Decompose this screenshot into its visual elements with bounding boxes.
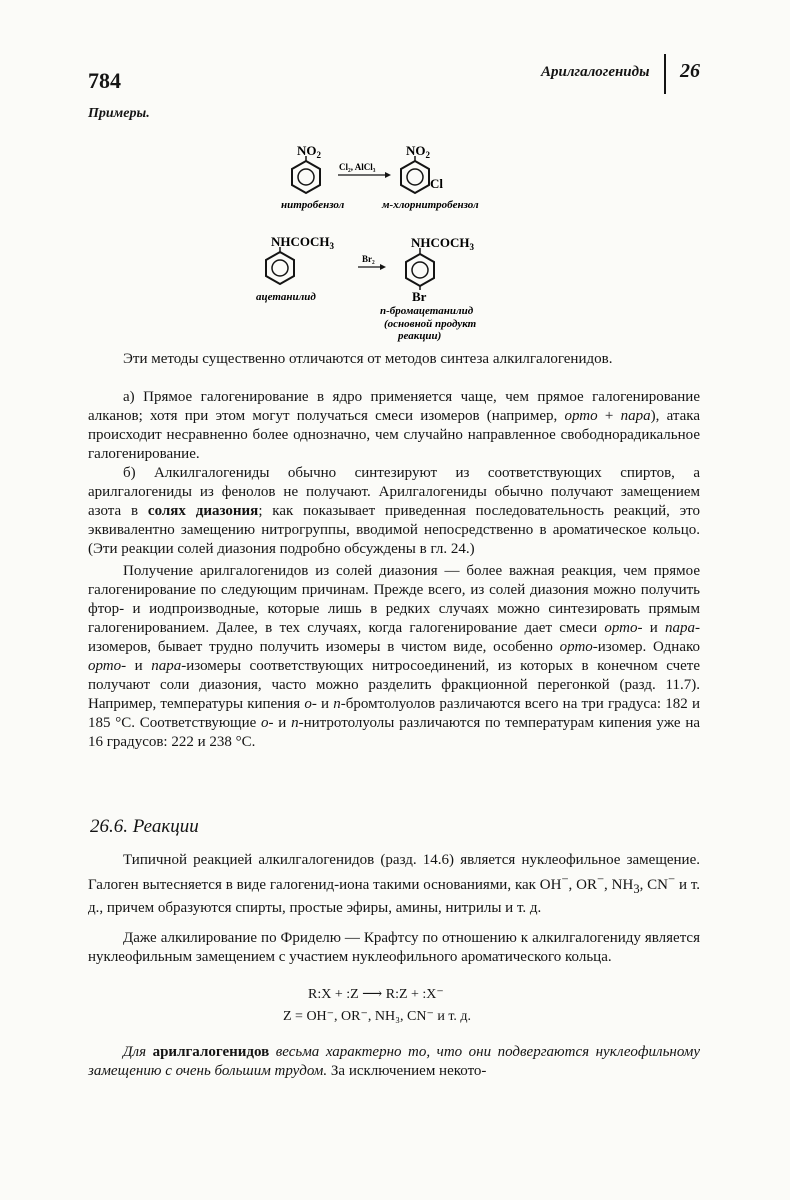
bromoacetanilide-structure bbox=[406, 248, 434, 290]
chapter-number: 26 bbox=[680, 60, 700, 82]
reaction1-reagents: Cl₂, AlCl₃ bbox=[339, 162, 376, 172]
paragraph-intro: Эти методы существенно отличаются от методов синтеза алкилгалогенидов. bbox=[123, 351, 613, 367]
equation-substitution: R:X + :Z ⟶ R:Z + :X⁻ bbox=[308, 987, 444, 1002]
equation-nucleophiles: Z = OH⁻, OR⁻, NH₃, CN⁻ и т. д. bbox=[283, 1009, 472, 1024]
paragraph-b: б) Алкилгалогениды обычно синтезируют из соответствующих спиртов, а арилгалогениды из фенолов не получают. Арилгалогениды обычно получают замещением азота в солях диазония; как показывает приведенная последовательность реакций, это эквивалентно замещению нитрогруппы, вводимой непосредственно в ароматическое кольцо. (Эти реакции солей диазония подробно обсуждены в гл. 24.) bbox=[88, 465, 701, 557]
reaction2-arrowhead bbox=[380, 264, 386, 270]
reaction1-arrowhead bbox=[385, 172, 391, 178]
page-number: 784 bbox=[88, 68, 121, 93]
product2-halogen: Br bbox=[412, 289, 427, 304]
paragraph-nucleophilic: Типичной реакцией алкилгалогенидов (разд. 14.6) является нуклеофильное замещение. Галоген вытесняется в виде галогенид-иона такими основаниями, как OH−, OR−, $NH_3$, CN− и т. д., причем образуются спирты, простые эфиры, амины, нитрилы и т. д. bbox=[88, 852, 701, 916]
reactant1-substituent: $NO_2$ bbox=[297, 143, 321, 160]
reactant2-substituent: $NHCOCH_3$ bbox=[271, 234, 334, 251]
product2-note-line2: реакции) bbox=[398, 330, 442, 342]
product1-substituent: $NO_2$ bbox=[406, 143, 430, 160]
reactant1-name: нитробензол bbox=[281, 199, 345, 211]
product2-name: п-бромацетанилид bbox=[380, 305, 474, 317]
reaction-diagram bbox=[240, 140, 540, 360]
header-divider bbox=[664, 54, 666, 94]
acetanilide-structure bbox=[266, 247, 294, 284]
paragraph-aryl-halides: Для арилгалогенидов весьма характерно то, что они подвергаются нуклеофильному замещению с очень большим трудом. За исключением некото- bbox=[88, 1044, 701, 1079]
reaction-schemes bbox=[240, 140, 540, 360]
product2-substituent: $NHCOCH_3$ bbox=[411, 235, 474, 252]
examples-label: Примеры. bbox=[88, 106, 150, 121]
paragraph-diazonium: Получение арилгалогенидов из солей диазония — более важная реакция, чем прямое галогенирование по следующим причинам. Прежде всего, из солей диазония можно получить фтор- и иодпроизводные, которые лишь в редких случаях можно синтезировать прямым галогенированием. Далее, в тех случаях, когда галогенирование дает смеси орто- и пара-изомеров, бывает трудно получить изомеры в чистом виде, особенно орто-изомер. Однако орто- и пара-изомеры соответствующих нитросоединений, из которых в конечном счете получают соли диазония, часто можно разделить фракционной перегонкой (разд. 11.7). Например, температуры кипения о- и п-бромтолуолов различаются всего на три градуса: 182 и 185 °С. Соответствующие о- и п-нитротолуолы различаются по температурам кипения уже на 16 градусов: 222 и 238 °С. bbox=[88, 563, 701, 750]
nitrobenzene-structure bbox=[292, 156, 320, 193]
section-title: 26.6. Реакции bbox=[90, 816, 199, 837]
reactant2-name: ацетанилид bbox=[256, 291, 316, 303]
product2-note-line1: (основной продукт bbox=[384, 318, 477, 330]
product1-name: м-хлорнитробензол bbox=[382, 199, 479, 211]
reaction2-reagents: Br₂ bbox=[362, 254, 375, 264]
paragraph-friedel-crafts: Даже алкилирование по Фриделю — Крафтсу по отношению к алкилгалогениду является нуклеофильным замещением с участием нуклеофильного ароматического кольца. bbox=[88, 930, 700, 965]
paragraph-a: а) Прямое галогенирование в ядро применяется чаще, чем прямое галогенирование алканов; хотя при этом могут получаться смеси изомеров (например, орто + пара), атака происходит несравненно более однозначно, чем случайно направленное свободнорадикальное галогенирование. bbox=[88, 389, 701, 462]
chloronitrobenzene-structure bbox=[401, 156, 429, 193]
running-head: Арилгалогениды bbox=[541, 64, 650, 80]
product1-halogen: Cl bbox=[430, 176, 443, 191]
